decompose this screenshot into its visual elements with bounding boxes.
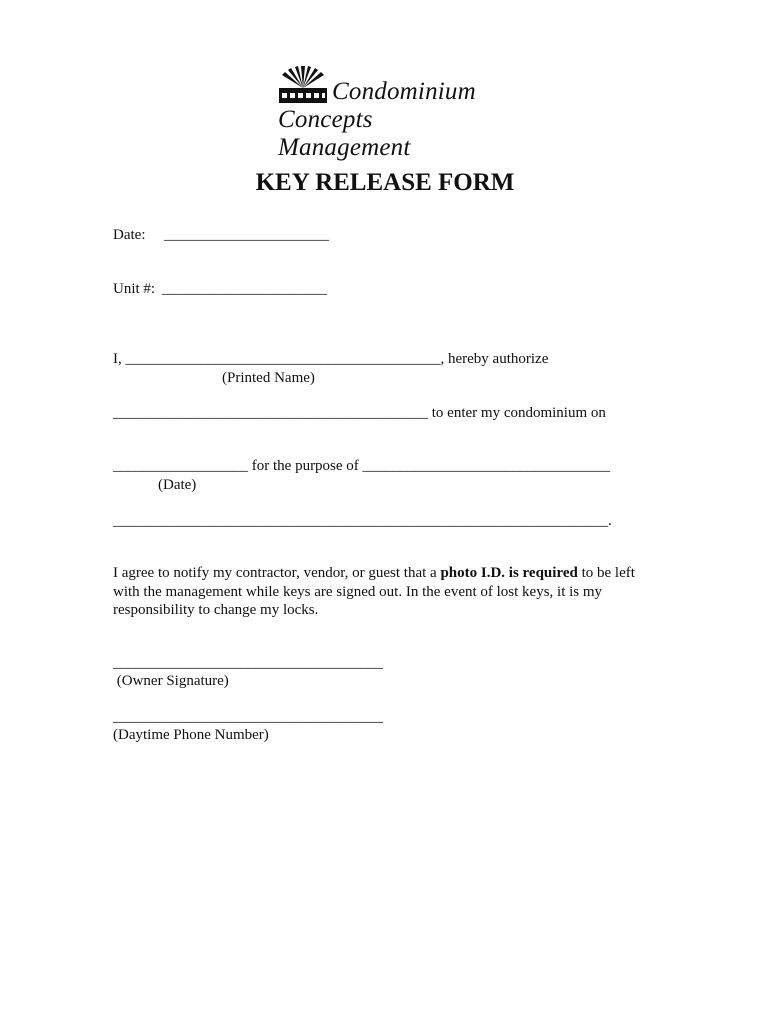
date-field[interactable]: ______________________ bbox=[164, 227, 329, 243]
purpose-line[interactable]: __________________ for the purpose of _________________________________ bbox=[113, 458, 611, 474]
owner-signature-caption: (Owner Signature) bbox=[113, 673, 229, 689]
printed-name-caption: (Printed Name) bbox=[222, 370, 315, 386]
date-label: Date: bbox=[113, 227, 146, 243]
authorize-line[interactable]: I, __________________________________________, hereby authorize bbox=[113, 351, 549, 367]
unit-field[interactable]: ______________________ bbox=[162, 281, 327, 297]
condo-building-logo-icon bbox=[276, 66, 330, 106]
logo-text-condominium: Condominium bbox=[332, 78, 476, 105]
agreement-paragraph bbox=[113, 564, 658, 620]
logo-text-concepts-management: Concepts Management bbox=[278, 106, 411, 161]
date-caption: (Date) bbox=[158, 477, 197, 493]
purpose-continuation-line[interactable]: __________________________________________________________________. bbox=[113, 513, 612, 529]
agreement-text-end: to be left with the management while keys are signed out. In the event of lost keys, it is my responsibility to change my locks. bbox=[113, 565, 635, 618]
company-logo bbox=[276, 66, 502, 161]
daytime-phone-field[interactable]: ____________________________________ bbox=[113, 709, 383, 725]
daytime-phone-caption: (Daytime Phone Number) bbox=[113, 727, 269, 743]
owner-signature-field[interactable]: ____________________________________ bbox=[113, 655, 383, 671]
agreement-text-start: I agree to notify my contractor, vendor, or guest that a bbox=[113, 565, 441, 581]
unit-label: Unit #: bbox=[113, 281, 156, 297]
photo-id-required-text: photo I.D. is required bbox=[440, 565, 578, 581]
form-title: KEY RELEASE FORM bbox=[255, 169, 515, 196]
enter-condominium-line[interactable]: __________________________________________ to enter my condominium on bbox=[113, 405, 606, 421]
